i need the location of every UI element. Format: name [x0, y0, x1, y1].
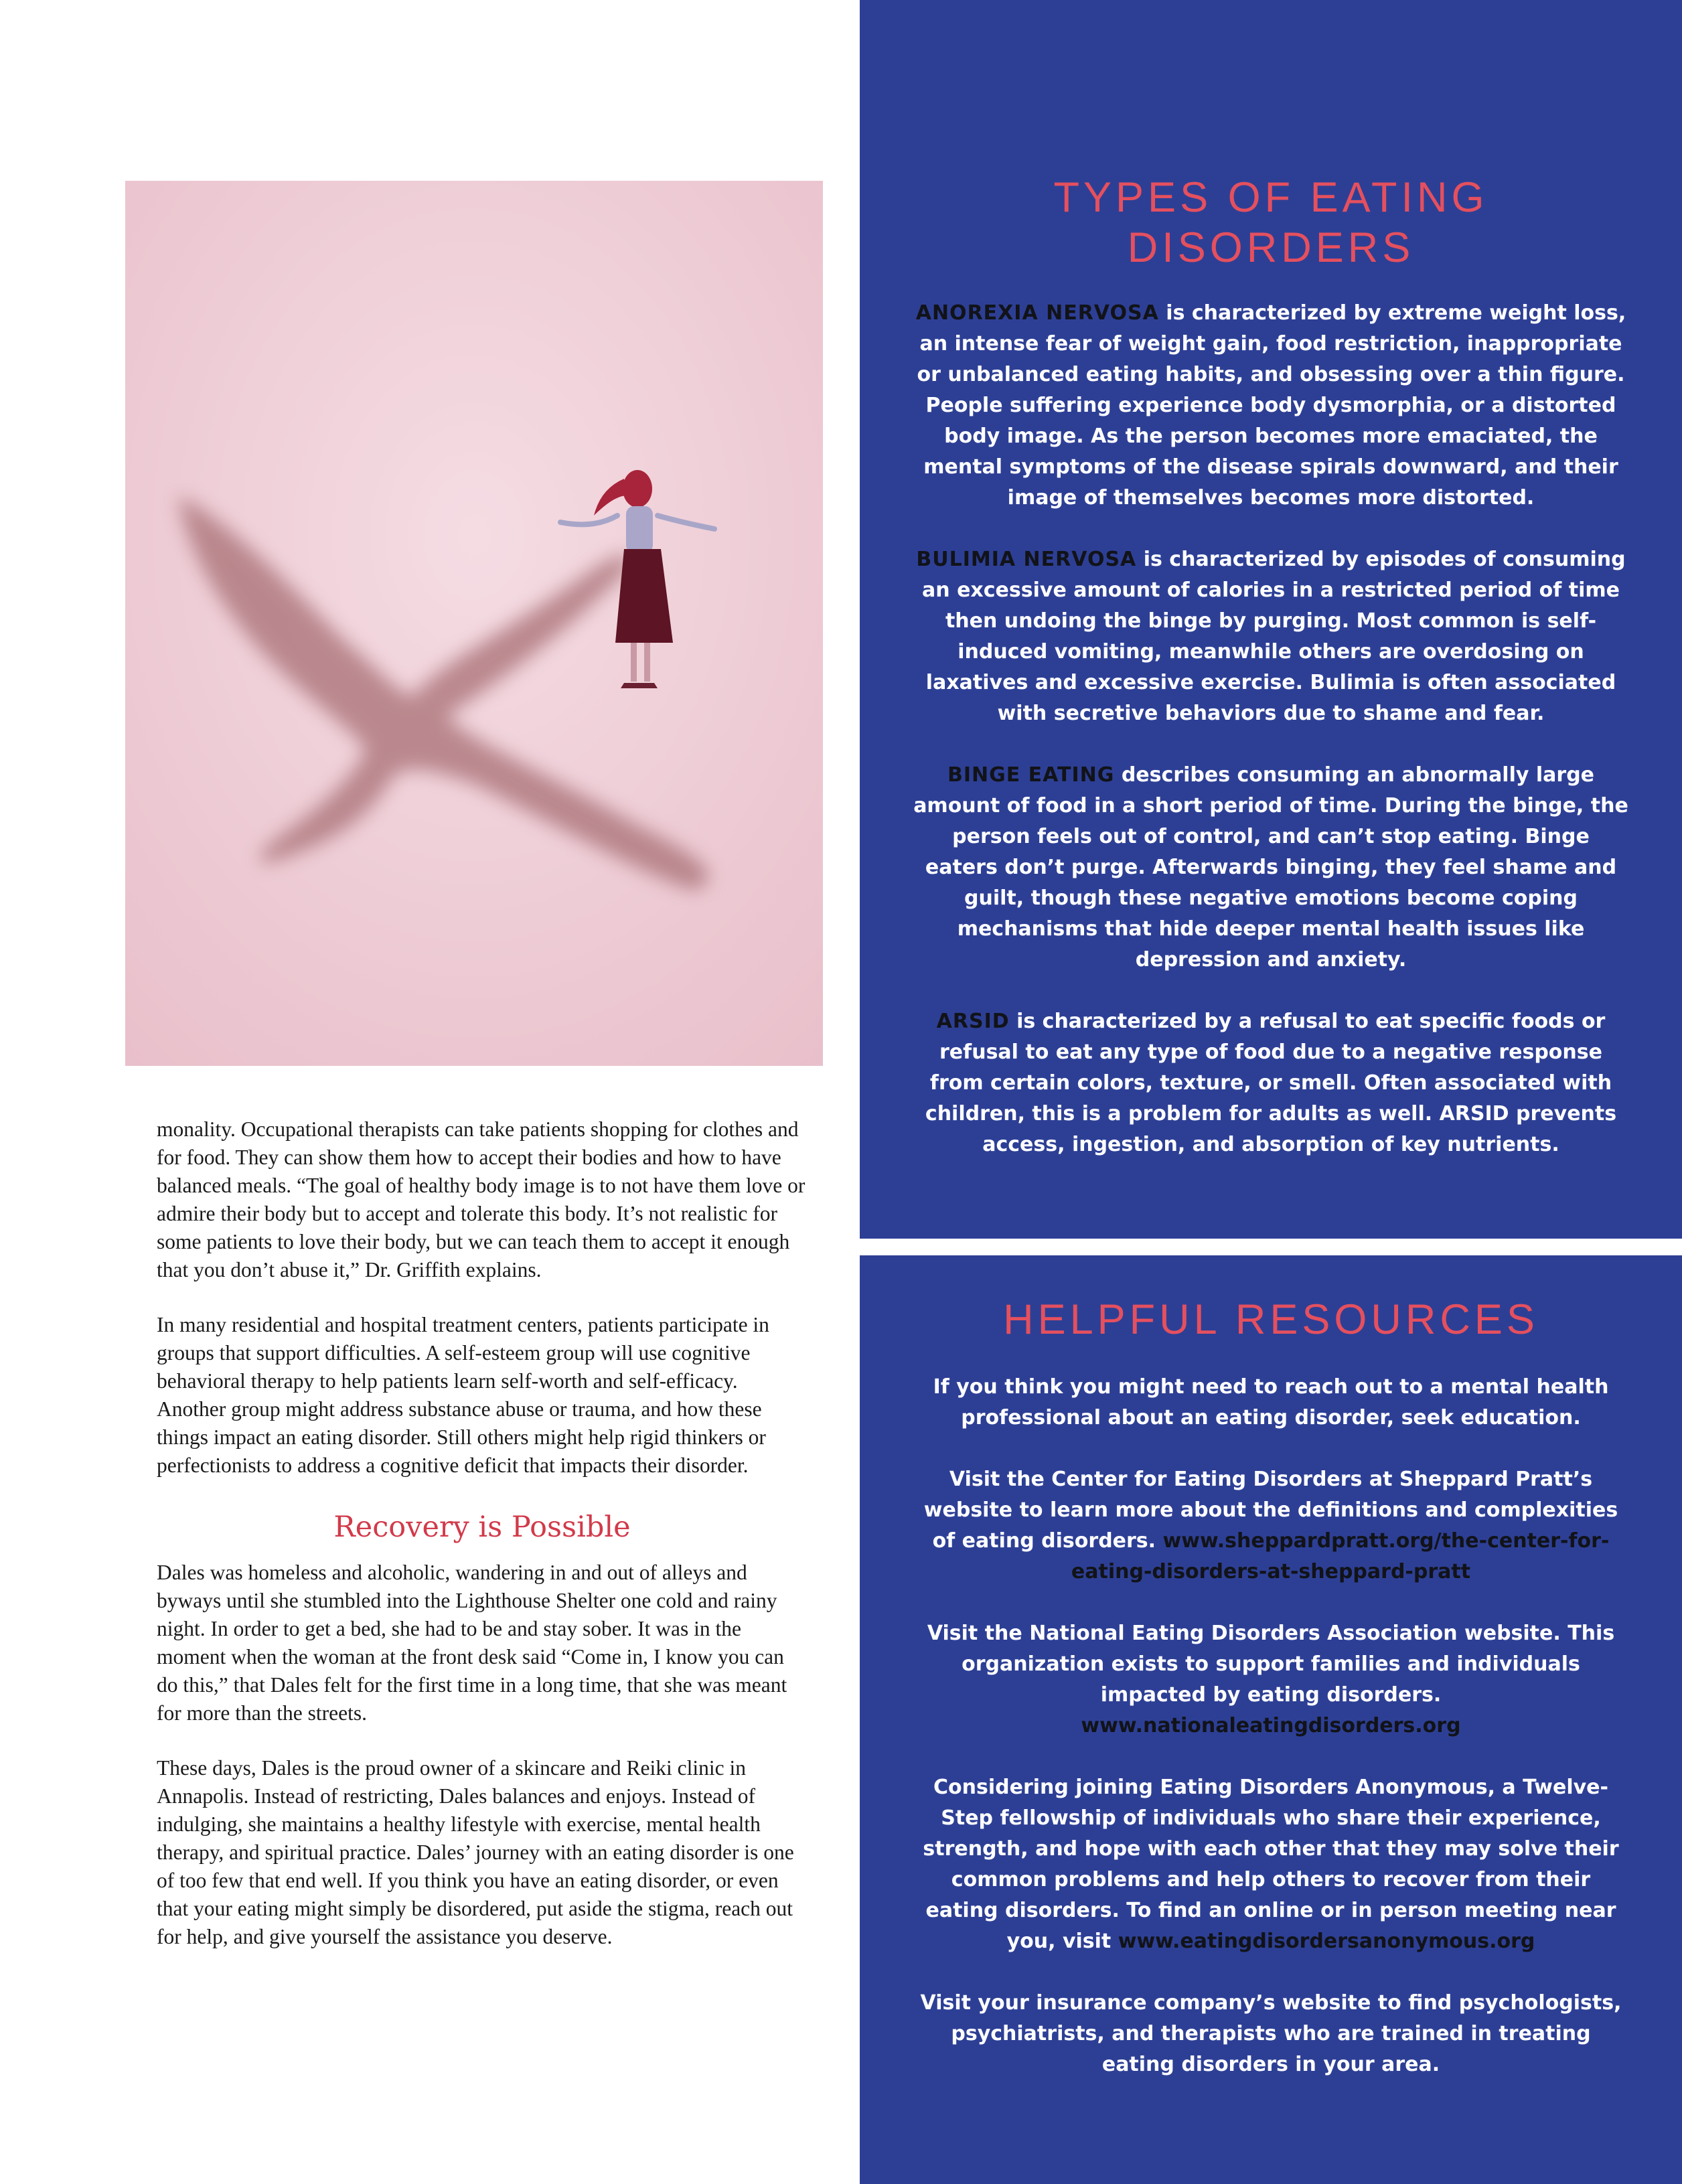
article-paragraph: In many residential and hospital treatment centers, patients participate in groups that support difficulties. A self-esteem group will use cognitive behavioral therapy to help patients learn self-worth and self-efficacy. Another group might address substance abuse or trauma, and how these things impact an eating disorder. Still others might help rigid thinkers or perfectionists to address a cognitive deficit that impacts their disorder.	[157, 1313, 769, 1477]
resource-item-sheppard-pratt: Visit the Center for Eating Disorders at Sheppard Pratt’s website to learn more about the definitions and complexities of eating disorders. www.sheppardpratt.org/the-center-for-eating-disorders-at-sheppard-pratt	[923, 1468, 1618, 1583]
resource-item-eda: Considering joining Eating Disorders Anonymous, a Twelve-Step fellowship of individuals who share their experience, strength, and hope with each other that they may solve their common problems and help others to recover from their eating disorders. To find an online or in person meeting near you, visit www.eatingdisordersanonymous.org	[923, 1776, 1619, 1953]
disorder-item-binge-eating: BINGE EATING describes consuming an abnormally large amount of food in a short period of time. During the binge, the person feels out of control, and can’t stop eating. Binge eaters don’t purge. Afterwards binging, they feel shame and guilt, though these negative emotions become coping mechanisms that hide deeper mental health issues like depression and anxiety.	[913, 763, 1628, 971]
disorder-term: BINGE EATING	[947, 763, 1115, 787]
types-panel-title: TYPES OF EATING DISORDERS	[1053, 174, 1488, 271]
article-paragraph: Dales was homeless and alcoholic, wandering in and out of alleys and byways until she stumbled into the Lighthouse Shelter one cold and rainy night. In order to get a bed, she had to be and stay sober. It was in the moment when the woman at the front desk said “Come in, I know you can do this,” that Dales felt for the first time in a long time, that she was meant for more than the streets.	[157, 1561, 787, 1725]
disorder-term: BULIMIA NERVOSA	[916, 548, 1137, 571]
disorder-item-arsid: ARSID is characterized by a refusal to eat specific foods or refusal to eat any type of food due to a negative response from certain colors, texture, or smell. Often associated with children, this is a problem for adults as well. ARSID prevents access, ingestion, and absorption of key nutrients.	[925, 1010, 1617, 1156]
resources-panel-body	[913, 1372, 1628, 2080]
disorder-term: ARSID	[936, 1010, 1010, 1033]
article-paragraph: These days, Dales is the proud owner of a skincare and Reiki clinic in Annapolis. Instead of restricting, Dales balances and enjoys. Instead of indulging, she maintains a healthy lifestyle with exercise, mental health therapy, and spiritual practice. Dales’ journey with an eating disorder is one of too few that end well. If you think you have an eating disorder, or even that your eating might simply be disordered, put aside the stigma, reach out for help, and give yourself the assistance you deserve.	[157, 1756, 794, 1948]
disorder-item-bulimia: BULIMIA NERVOSA is characterized by episodes of consuming an excessive amount of calories in a restricted period of time then undoing the binge by purging. Most common is self-induced vomiting, meanwhile others are overdosing on laxatives and excessive exercise. Bulimia is often associated with secretive behaviors due to shame and fear.	[916, 548, 1626, 725]
woman-bird-shadow-image	[125, 181, 823, 1066]
article-body	[157, 1115, 808, 1951]
disorder-item-anorexia: ANOREXIA NERVOSA is characterized by extreme weight loss, an intense fear of weight gain, food restriction, inappropriate or unbalanced eating habits, and obsessing over a thin figure. People suffering experience body dysmorphia, or a distorted body image. As the person becomes more emaciated, the mental symptoms of the disease spirals downward, and their image of themselves becomes more distorted.	[915, 301, 1626, 510]
disorder-term: ANOREXIA NERVOSA	[915, 301, 1159, 325]
resources-intro: If you think you might need to reach out to a mental health professional about an eating disorder, seek education.	[933, 1375, 1609, 1429]
article-illustration	[125, 181, 823, 1066]
article-paragraph: monality. Occupational therapists can take patients shopping for clothes and for food. They can show them how to accept their bodies and how to have balanced meals. “The goal of healthy body image is to not have them love or admire their body but to accept and tolerate this body. It’s not realistic for some patients to love their body, but we can teach them to accept it enough that you don’t abuse it,” Dr. Griffith explains.	[157, 1117, 806, 1281]
recovery-heading: Recovery is Possible	[333, 1510, 631, 1544]
neda-link[interactable]: www.nationaleatingdisorders.org	[1081, 1714, 1461, 1737]
types-panel-body	[913, 298, 1628, 1160]
resource-item-insurance: Visit your insurance company’s website to find psychologists, psychiatrists, and therapists who are trained in treating eating disorders in your area.	[920, 1991, 1622, 2076]
eda-link[interactable]: www.eatingdisordersanonymous.org	[1118, 1930, 1535, 1953]
sheppard-pratt-link[interactable]: www.sheppardpratt.org/the-center-for-eating-disorders-at-sheppard-pratt	[1071, 1529, 1610, 1583]
resources-panel-title: HELPFUL RESOURCES	[1003, 1296, 1539, 1343]
types-of-eating-disorders-panel	[860, 0, 1682, 1239]
helpful-resources-panel	[860, 1255, 1682, 2184]
resource-item-neda: Visit the National Eating Disorders Association website. This organization exists to support families and individuals impacted by eating disorders. www.nationaleatingdisorders.org	[927, 1622, 1615, 1737]
